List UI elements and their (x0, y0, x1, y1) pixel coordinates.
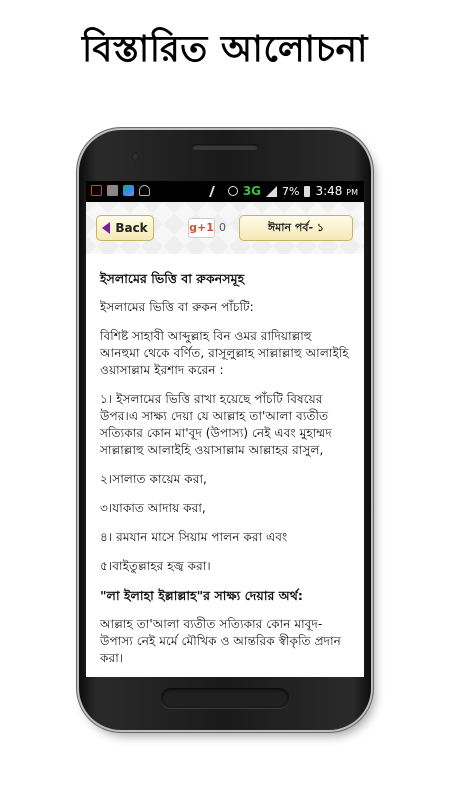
article-paragraph: বিশিষ্ট সাহাবী আব্দুল্লাহ বিন ওমর রাদিয়াল্লাহু আনহুমা থেকে বর্ণিত, রাসূলুল্লাহ সাল্লাল্লাহু আলাইহি ওয়াসাল্লাম ইরশাদ করেন : (100, 329, 349, 377)
battery-percent: 7% (282, 184, 300, 198)
chapter-button-label: ঈমান পর্ব- ১ (268, 220, 324, 234)
app-toolbar (86, 202, 364, 254)
image-icon (107, 185, 118, 196)
status-bar (86, 181, 364, 202)
back-button[interactable] (96, 215, 154, 241)
article-paragraph: আল্লাহ তা'আলা ব্যতীত সত্যিকার কোন মাবূদ-উপাস্য নেই মর্মে মৌখিক ও আন্তরিক স্বীকৃতি প্রদান করা। (100, 617, 341, 665)
phone-frame (79, 130, 371, 730)
article-paragraph: ৪। রমযান মাসে সিয়াম পালন করা এবং (100, 530, 288, 544)
battery-icon (304, 186, 310, 197)
article-paragraph: ৩।যাকাত আদায় করা, (100, 501, 206, 515)
clock-time: 3:48 (315, 184, 343, 198)
phone-screen (86, 181, 364, 677)
google-plus-count: 0 (219, 221, 226, 234)
notification-icon (91, 185, 102, 196)
status-notifications (91, 185, 150, 196)
app-icon (123, 185, 134, 196)
sync-icon (139, 185, 150, 196)
article-paragraph: ৫।বাইতুল্লাহর হজ্ব করা। (100, 559, 211, 573)
home-button[interactable] (161, 688, 289, 708)
alarm-icon (228, 186, 238, 196)
front-camera (131, 152, 140, 161)
mute-icon (209, 186, 225, 197)
back-arrow-icon (102, 222, 110, 234)
back-button-label: Back (115, 221, 148, 235)
clock-ampm: PM (346, 188, 358, 197)
article-paragraph: ২।সালাত কায়েম করা, (100, 472, 207, 486)
promo-title: বিস্তারিত আলোচনা (82, 29, 368, 70)
article-heading: ইসলামের ভিত্তি বা রুকনসমূহ (100, 271, 245, 286)
status-system (211, 184, 358, 198)
chapter-button[interactable] (239, 215, 353, 241)
signal-icon (266, 186, 277, 197)
clock (315, 184, 358, 198)
article-subheading: "লা ইলাহা ইল্লাল্লাহ"র সাক্ষ্য দেয়ার অর্থ: (100, 588, 303, 603)
article-paragraph: ১। ইসলামের ভিত্তি রাখা হয়েছে পাঁচটি বিষয়ের উপর।এ সাক্ষ্য দেয়া যে আল্লাহ তা'আলা ব্যতীত সত্যিকার কোন মা'বূদ (উপাস্য) নেই এবং মুহাম্মদ সাল্লাল্লাহু আলাইহি ওয়াসাল্লাম আল্লাহর রাসুল, (100, 392, 332, 457)
google-plus-button[interactable]: g+1 (188, 218, 215, 238)
network-type: 3G (242, 184, 262, 198)
article-paragraph: ইসলামের ভিত্তি বা রুকন পাঁচটি: (100, 300, 254, 314)
article-content (86, 254, 364, 667)
earpiece-speaker (192, 144, 258, 150)
